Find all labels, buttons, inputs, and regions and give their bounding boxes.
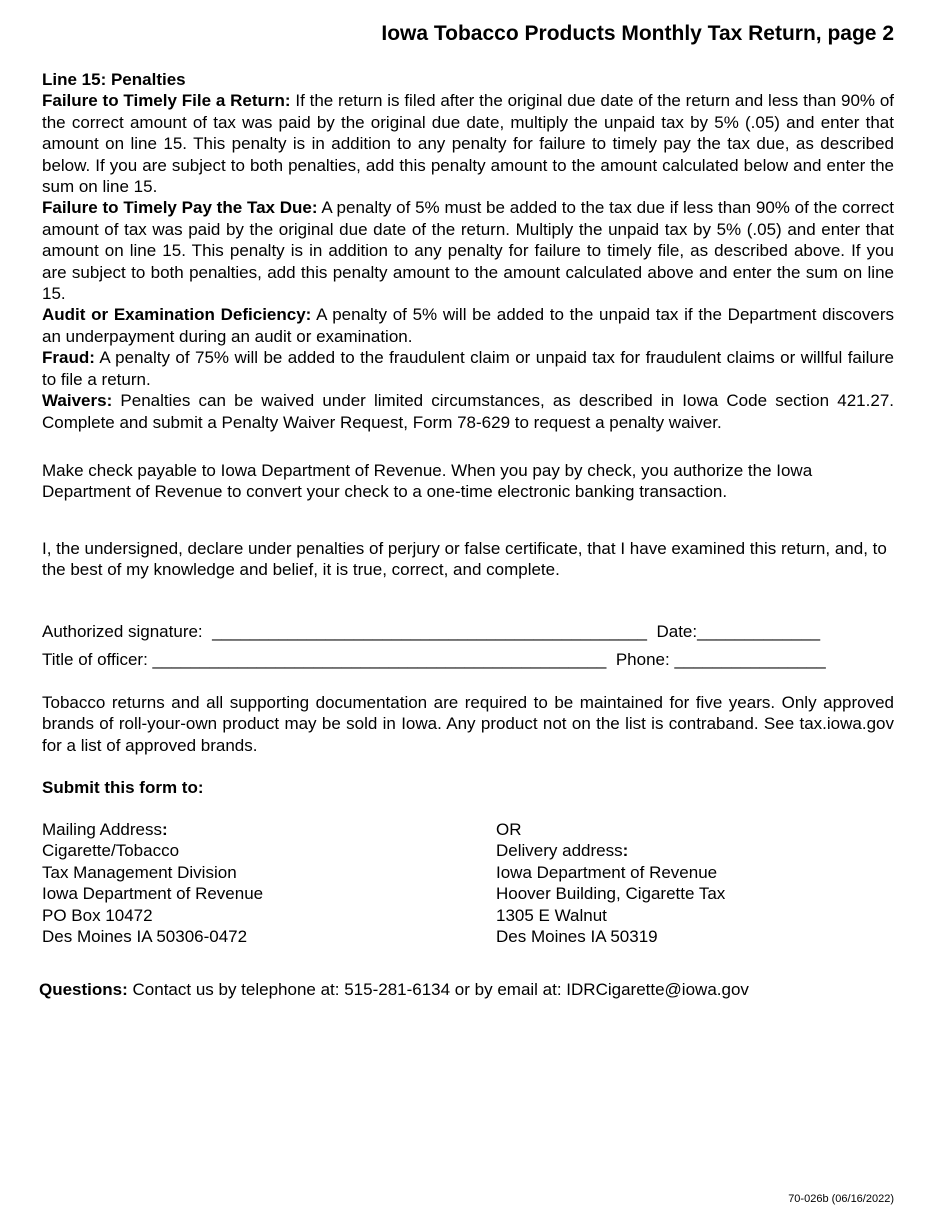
- penalty-audit-deficiency: [42, 304, 894, 347]
- address-line: Iowa Department of Revenue: [42, 884, 264, 904]
- penalty-term: Fraud:: [42, 348, 95, 368]
- address-line: Cigarette/Tobacco: [42, 841, 180, 861]
- form-number: 70-026b (06/16/2022): [788, 1193, 894, 1205]
- delivery-address-label: Delivery address:: [496, 841, 629, 861]
- submit-heading: Submit this form to:: [42, 778, 204, 797]
- signature-field[interactable]: ______________________________________________: [202, 622, 657, 641]
- address-line: PO Box 10472: [42, 905, 153, 925]
- phone-field[interactable]: ________________: [669, 650, 826, 669]
- officer-row: [42, 649, 890, 670]
- questions-label: Questions:: [39, 980, 128, 999]
- questions-text: Contact us by telephone at: 515-281-6134 or by email at: IDRCigarette@iowa.gov: [127, 980, 749, 999]
- phone-label: Phone:: [615, 650, 670, 669]
- penalty-term: Waivers:: [42, 391, 113, 411]
- penalty-term: Audit or Examination Deficiency:: [42, 305, 312, 325]
- officer-title-field[interactable]: ________________________________________________: [147, 650, 616, 669]
- address-line: Tax Management Division: [42, 862, 237, 882]
- penalty-late-payment: [42, 197, 894, 304]
- penalties-section: [42, 69, 894, 433]
- penalty-fraud: [42, 347, 894, 390]
- address-line: Hoover Building, Cigarette Tax: [496, 884, 726, 904]
- address-line: Des Moines IA 50306-0472: [42, 926, 248, 946]
- penalty-waivers: [42, 390, 894, 433]
- retention-note: Tobacco returns and all supporting documentation are required to be maintained for five years. Only approved brands of roll-your-own product may be sold in Iowa. Any product not on the list is contraband. See tax.iowa.gov for a list of approved brands.: [42, 693, 894, 755]
- payment-note: Make check payable to Iowa Department of Revenue. When you pay by check, you authorize the Iowa Department of Revenue to convert your check to a one-time electronic banking transaction.: [42, 461, 813, 502]
- signature-label: Authorized signature:: [42, 622, 203, 641]
- penalty-text: A penalty of 5% will be added to the unpaid tax if the Department discovers an underpayment during an audit or examination.: [42, 305, 894, 346]
- mailing-address-label: Mailing Address:: [42, 820, 168, 839]
- mailing-address: [42, 819, 442, 947]
- questions-line: [39, 979, 749, 1000]
- penalty-text: A penalty of 75% will be added to the fraudulent claim or unpaid tax for fraudulent claims or willful failure to file a return.: [42, 348, 894, 389]
- penalty-late-filing: [42, 90, 894, 197]
- address-line: Des Moines IA 50319: [496, 926, 658, 946]
- penalty-text: If the return is filed after the original due date of the return and less than 90% of the correct amount of tax was paid by the original due date, multiply the unpaid tax by 5% (.05) and enter that amount on line 15. This penalty is in addition to any penalty for failure to timely pay the tax due, as described below. If you are subject to both penalties, add this penalty amount to the amount calculated below and enter the sum on line 15.: [42, 91, 894, 197]
- penalty-text: A penalty of 5% must be added to the tax due if less than 90% of the correct amount of tax was paid by the original due date of the return. Multiply the unpaid tax by 5% (.05) and enter that amount on line 15. This penalty is in addition to any penalty for failure to timely file, as described above. If you are subject to both penalties, add this penalty amount to the amount calculated above and enter the sum on line 15.: [42, 198, 894, 304]
- page-title: Iowa Tobacco Products Monthly Tax Return, page 2: [381, 22, 894, 45]
- address-line: 1305 E Walnut: [496, 905, 607, 925]
- date-field[interactable]: _____________: [697, 622, 821, 641]
- address-line: Iowa Department of Revenue: [496, 862, 718, 882]
- penalty-term: Failure to Timely Pay the Tax Due:: [42, 198, 318, 218]
- signature-row: [42, 621, 890, 642]
- officer-title-label: Title of officer:: [42, 650, 148, 669]
- or-label: OR: [496, 820, 522, 839]
- declaration: I, the undersigned, declare under penalties of perjury or false certificate, that I have examined this return, and, to the best of my knowledge and belief, it is true, correct, and complete.: [42, 539, 887, 580]
- penalty-text: Penalties can be waived under limited circumstances, as described in Iowa Code section 421.27. Complete and submit a Penalty Waiver Request, Form 78-629 to request a penalty waiver.: [42, 391, 894, 432]
- delivery-address: [496, 819, 896, 947]
- penalties-heading: Line 15: Penalties: [42, 70, 186, 89]
- penalty-term: Failure to Timely File a Return:: [42, 91, 291, 111]
- date-label: Date:: [656, 622, 698, 641]
